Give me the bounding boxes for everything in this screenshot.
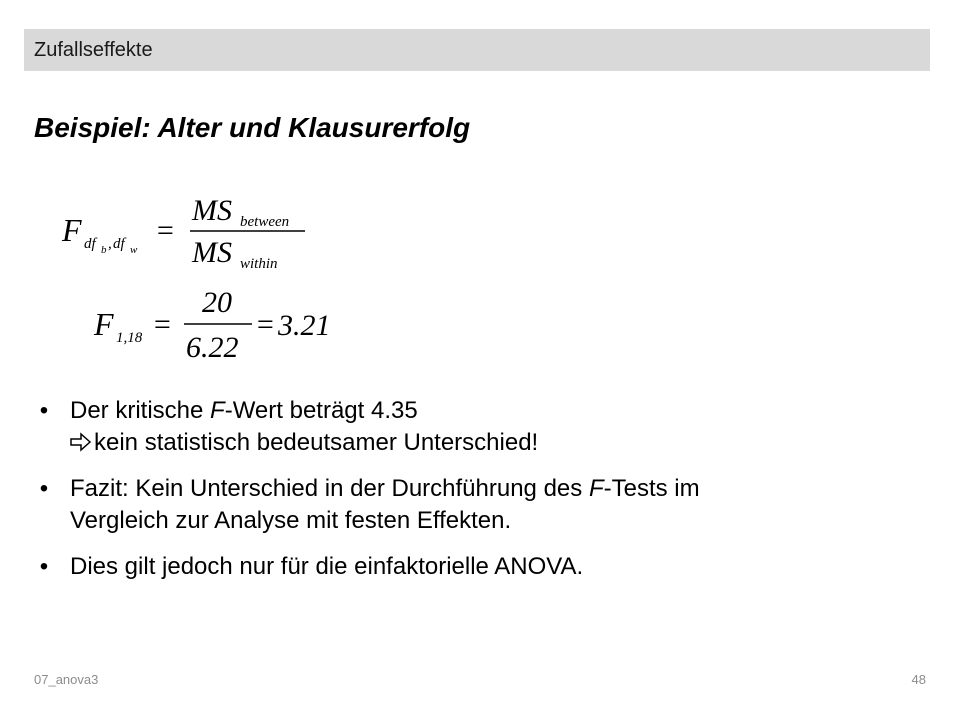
bullet2-italic-f: F [588,475,604,502]
bullet2-text-post: -Tests im [603,475,700,502]
bullet3-text: Dies gilt jedoch nur für die einfaktorielle ANOVA. [70,553,584,580]
bullet-item-critical-value [34,395,914,459]
formula1-sub-df-a: df [84,236,96,252]
footer-filename: 07_anova3 [34,672,99,687]
footer-page-number: 48 [911,672,926,687]
formula2-denominator: 6.22 [186,331,239,364]
formula2-sub: 1,18 [116,330,143,346]
bullet-item-anova-note [34,551,914,583]
slide-title: Beispiel: Alter und Klausurerfolg [34,112,471,143]
outlined-right-arrow-icon [70,432,92,452]
formula1-sub-sep: , [108,236,112,252]
bullet-dot: • [39,475,49,502]
formula1-sub-df-b: df [113,236,125,252]
bullet2-line2: Vergleich zur Analyse mit festen Effekten. [70,507,512,534]
formula2-numerator: 20 [202,286,232,319]
bullet2-text-pre: Fazit: Kein Unterschied in der Durchführung des [70,475,589,502]
bullet-list [34,395,914,597]
formula-f-definition-svg [60,190,320,272]
bullet-item-conclusion [34,473,914,537]
formula2-equals1: = [152,308,173,341]
bullet-dot: • [39,397,49,424]
formula1-numerator-ms: MS [192,194,232,227]
bullet1-text-pre: Der kritische [70,397,211,424]
formula1-sub-w: w [130,244,138,256]
header-bar [24,29,930,71]
formula1-f: F [62,212,82,248]
header-title: Zufallseffekte [34,38,153,61]
formula2-f: F [94,306,114,342]
formula-f-computation [92,283,352,370]
bullet1-italic-f: F [210,397,225,424]
bullet1-text-post: -Wert beträgt 4.35 [224,397,418,424]
bullet1-conclusion: kein statistisch bedeutsamer Unterschied! [94,429,539,456]
formula1-denominator-sub: within [240,256,278,272]
formula-f-definition [60,190,320,277]
bullet-dot: • [39,553,49,580]
formula1-denominator-ms: MS [192,236,232,269]
formula2-equals2: = [255,308,276,341]
formula2-result: 3.21 [278,309,331,342]
formula1-sub-b: b [101,244,107,256]
formula-f-computation-svg [92,283,352,365]
formula1-numerator-sub: between [240,214,290,230]
formula1-equals: = [155,214,176,247]
